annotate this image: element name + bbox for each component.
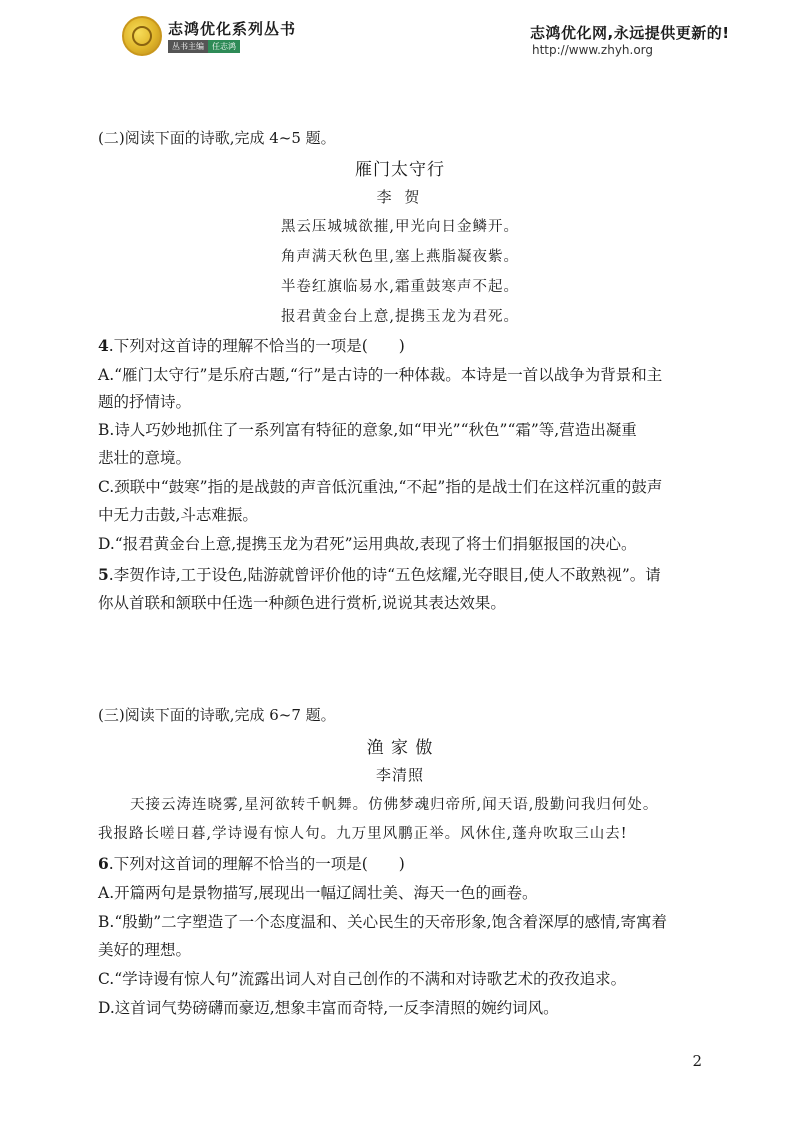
option-c-cont: 中无力击鼓,斗志难振。 [98, 506, 258, 524]
question-number: 4 [98, 336, 109, 355]
poem-title: 渔 家 傲 [366, 738, 434, 758]
editor-badge: 丛书主编 [168, 40, 208, 53]
option-c: C.“学诗谩有惊人句”流露出词人对自己创作的不满和对诗歌艺术的孜孜追求。 [98, 970, 627, 988]
page-number: 2 [692, 1052, 702, 1070]
series-logo-icon [122, 16, 162, 56]
option-b: B.“殷勤”二字塑造了一个态度温和、关心民生的天帝形象,饱含着深厚的感情,寄寓着 [98, 913, 668, 931]
option-a-cont: 题的抒情诗。 [98, 393, 192, 411]
question-5-cont: 你从首联和颔联中任选一种颜色进行赏析,说说其表达效果。 [98, 594, 506, 612]
answer-space[interactable] [98, 620, 702, 700]
question-5-stem [98, 563, 704, 585]
question-4-stem [98, 334, 704, 356]
question-6-stem [98, 852, 704, 874]
option-d: D.这首词气势磅礴而豪迈,想象丰富而奇特,一反李清照的婉约词风。 [98, 999, 559, 1017]
editor-name: 任志鸿 [208, 40, 240, 53]
question-text: .下列对这首词的理解不恰当的一项是( ) [108, 855, 405, 873]
poem-line: 天接云涛连晓雾,星河欲转千帆舞。仿佛梦魂归帝所,闻天语,殷勤问我归何处。 [130, 797, 659, 813]
option-d: D.“报君黄金台上意,提携玉龙为君死”运用典故,表现了将士们捐躯报国的决心。 [98, 535, 637, 553]
question-number: 6 [98, 854, 109, 873]
poem-line: 我报路长嗟日暮,学诗谩有惊人句。九万里风鹏正举。风休住,蓬舟吹取三山去! [98, 826, 628, 842]
option-c: C.颈联中“鼓寒”指的是战鼓的声音低沉重浊,“不起”指的是战士们在这样沉重的鼓声 [98, 478, 663, 496]
question-number: 5 [98, 565, 109, 584]
series-title: 志鸿优化系列丛书 [168, 20, 297, 38]
poem-author: 李 贺 [376, 188, 424, 206]
site-slogan: 志鸿优化网,永远提供更新的! [530, 24, 730, 42]
question-text: .下列对这首诗的理解不恰当的一项是( ) [108, 337, 405, 355]
option-b-cont: 悲壮的意境。 [98, 449, 192, 467]
option-a: A.“雁门太守行”是乐府古题,“行”是古诗的一种体裁。本诗是一首以战争为背景和主 [98, 366, 663, 384]
section-3-heading: (三)阅读下面的诗歌,完成 6~7 题。 [98, 706, 336, 724]
poem-line: 报君黄金台上意,提携玉龙为君死。 [280, 309, 520, 325]
poem-author: 李清照 [375, 766, 424, 784]
option-b-cont: 美好的理想。 [98, 941, 192, 959]
poem-line: 半卷红旗临易水,霜重鼓寒声不起。 [280, 279, 520, 295]
question-text: .李贺作诗,工于设色,陆游就曾评价他的诗“五色炫耀,光夺眼目,使人不敢熟视”。请 [108, 566, 661, 584]
poem-line: 角声满天秋色里,塞上燕脂凝夜紫。 [280, 249, 520, 265]
option-a: A.开篇两句是景物描写,展现出一幅辽阔壮美、海天一色的画卷。 [98, 884, 538, 902]
section-2-heading: (二)阅读下面的诗歌,完成 4~5 题。 [98, 129, 336, 147]
page-header [0, 0, 800, 80]
poem-title: 雁门太守行 [355, 160, 445, 180]
poem-line: 黑云压城城欲摧,甲光向日金鳞开。 [280, 219, 520, 235]
site-url[interactable]: http://www.zhyh.org [532, 43, 654, 57]
option-b: B.诗人巧妙地抓住了一系列富有特征的意象,如“甲光”“秋色”“霜”等,营造出凝重 [98, 421, 637, 439]
